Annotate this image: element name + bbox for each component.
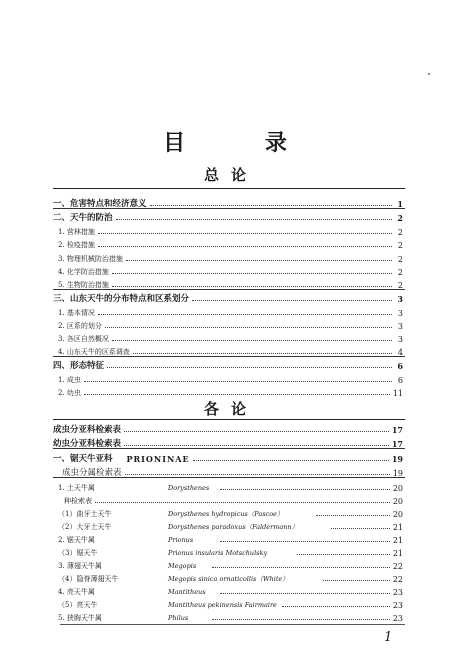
dot-leader	[124, 445, 389, 446]
dot-leader	[316, 515, 389, 516]
dot-leader	[220, 541, 390, 542]
toc-entry[interactable]: 一、锯天牛亚科 PRIONINAE 19	[53, 454, 403, 464]
dot-leader	[150, 205, 392, 206]
toc-entry[interactable]: 2. 幼虫 11	[58, 389, 403, 398]
dot-leader	[126, 260, 392, 261]
toc-entry[interactable]: 1. 营林措施 2	[58, 228, 403, 237]
footer-divider	[60, 624, 405, 625]
toc-entry[interactable]: 4. 亮天牛属 Mantitheus 23	[58, 588, 403, 597]
dot-leader	[112, 286, 392, 287]
toc-entry[interactable]: 1. 土天牛属 Dorysthenes 20	[58, 484, 403, 493]
dot-leader	[220, 489, 390, 490]
divider	[53, 289, 405, 290]
dot-leader	[297, 554, 389, 555]
dot-leader	[212, 619, 390, 620]
dot-leader	[323, 580, 389, 581]
divider	[53, 356, 405, 357]
scan-speck	[428, 73, 430, 75]
dot-leader	[84, 394, 390, 395]
dot-leader	[124, 431, 389, 432]
toc-entry[interactable]: 幼虫分亚科检索表 17	[53, 439, 403, 449]
divider	[53, 477, 405, 478]
toc-entry[interactable]: 一、危害特点和经济意义 1	[53, 199, 403, 209]
dot-leader	[125, 474, 390, 475]
toc-entry[interactable]: 成虫分属检索表 19	[62, 468, 403, 478]
divider	[53, 419, 405, 420]
dot-leader	[193, 460, 389, 461]
toc-entry[interactable]: （5）亮天牛 Mantitheus pekinensis Fairmaire 23	[58, 601, 403, 610]
page-number: 1	[384, 630, 393, 645]
dot-leader	[98, 246, 392, 247]
dot-leader	[95, 502, 390, 503]
toc-entry[interactable]: （3）锯天牛 Prionus insularis Motschulsky 21	[58, 549, 403, 558]
divider	[53, 448, 405, 449]
toc-entry[interactable]: 四、形态特征 6	[53, 361, 403, 371]
dot-leader	[98, 314, 392, 315]
toc-entry[interactable]: （4）隐脊薄翅天牛 Megopis sinica ornaticollis（White） 22	[58, 575, 403, 584]
toc-entry[interactable]: 4. 化学防治措施 2	[58, 268, 403, 277]
divider	[53, 208, 405, 209]
dot-leader	[112, 340, 392, 341]
toc-entry[interactable]: 4. 山东天牛的区系调查 4	[58, 348, 403, 357]
section-heading-specific: 各论	[203, 400, 258, 418]
dot-leader	[220, 593, 390, 594]
dot-leader	[105, 327, 392, 328]
dot-leader	[133, 353, 392, 354]
toc-entry[interactable]: （2）大牙土天牛 Dorysthenes paradoxus（Faldermann） 21	[58, 523, 403, 532]
toc-entry[interactable]: 种检索表 20	[64, 497, 403, 506]
toc-entry[interactable]: （1）曲牙土天牛 Dorysthenes hydropicus（Pascoe） 20	[58, 510, 403, 519]
toc-entry[interactable]: 2. 检疫措施 2	[58, 241, 403, 250]
toc-entry[interactable]: 5. 狭胸天牛属 Philus 23	[58, 614, 403, 623]
toc-entry[interactable]: 二、天牛的防治 2	[53, 213, 403, 223]
dot-leader	[331, 528, 389, 529]
toc-entry[interactable]: 成虫分亚科检索表 17	[53, 425, 403, 435]
toc-entry[interactable]: 3. 物理机械防治措施 2	[58, 255, 403, 264]
toc-entry[interactable]: 3. 各区自然概况 3	[58, 335, 403, 344]
dot-leader	[282, 606, 389, 607]
toc-entry[interactable]: 2. 锯天牛属 Prionus 21	[58, 536, 403, 545]
section-heading-general: 总论	[203, 166, 258, 184]
dot-leader	[212, 567, 390, 568]
page-title: 目 录	[163, 130, 323, 156]
dot-leader	[116, 219, 392, 220]
toc-entry[interactable]: 3. 薄翅天牛属 Megopis 22	[58, 562, 403, 571]
dot-leader	[192, 300, 392, 301]
toc-entry[interactable]: 1. 成虫 6	[58, 376, 403, 385]
divider	[53, 188, 405, 189]
toc-entry[interactable]: 2. 区系的划分 3	[58, 322, 403, 331]
dot-leader	[98, 233, 392, 234]
dot-leader	[84, 381, 392, 382]
toc-entry[interactable]: 三、山东天牛的分布特点和区系划分 3	[53, 294, 403, 304]
toc-entry[interactable]: 5. 生物防治措施 2	[58, 281, 403, 290]
toc-entry[interactable]: 1. 基本情况 3	[58, 309, 403, 318]
dot-leader	[107, 367, 392, 368]
dot-leader	[112, 273, 392, 274]
